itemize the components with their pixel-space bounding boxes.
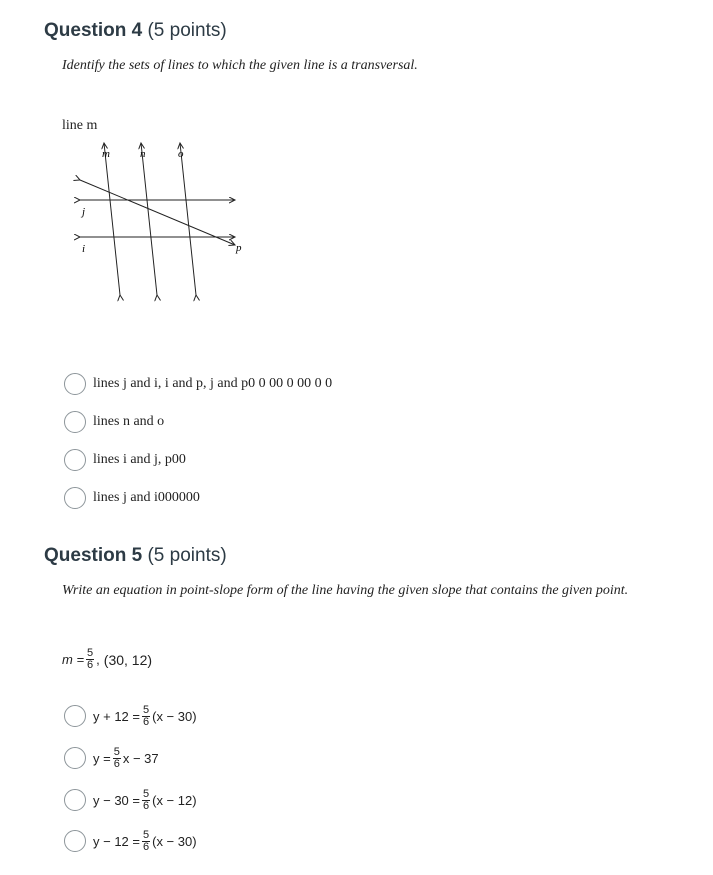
q5-option-4-num: 5 [142, 828, 150, 841]
radio-button[interactable] [64, 487, 86, 509]
question-5-points: (5 points) [147, 545, 227, 566]
question-4-prompt: Identify the sets of lines to which the given line is a transversal. [62, 58, 418, 73]
q4-option-3[interactable] [64, 448, 186, 472]
given-fraction [86, 648, 94, 671]
radio-button[interactable] [64, 449, 86, 471]
label-n: n [140, 148, 146, 160]
q5-option-4-text [93, 830, 197, 853]
q5-option-1[interactable] [64, 704, 197, 728]
line-o [180, 143, 196, 295]
line-n [141, 143, 157, 295]
label-j: j [82, 206, 86, 218]
q5-option-2[interactable] [64, 746, 159, 770]
given-point: (30, 12) [103, 651, 153, 668]
radio-button[interactable] [64, 705, 86, 727]
q5-option-2-num: 5 [113, 745, 120, 758]
q5-option-4-lhs: y − 12 = [93, 833, 140, 849]
q4-option-1-text: lines j and i, i and p, j and p0 0 00 0 00 0 0 [93, 376, 333, 391]
q5-option-3-text [93, 789, 197, 812]
q4-option-4-text: lines j and i000000 [93, 490, 200, 505]
question-4-number: Question 4 [44, 20, 143, 41]
q5-option-1-text [93, 705, 197, 728]
q5-option-3-lhs: y − 30 = [93, 792, 140, 808]
q5-option-2-den: 6 [113, 757, 120, 770]
question-5-number: Question 5 [44, 545, 143, 566]
label-o: o [178, 148, 184, 160]
label-i: i [82, 243, 86, 255]
question-4-points: (5 points) [147, 20, 227, 41]
q5-option-2-lhs: y = [93, 750, 111, 766]
q5-option-2-rhs: x − 37 [122, 750, 159, 766]
radio-button[interactable] [64, 830, 86, 852]
q5-option-4-den: 6 [142, 840, 150, 853]
q5-option-4[interactable] [64, 829, 197, 853]
line-p [80, 180, 235, 245]
given-lhs: m = [62, 652, 85, 667]
radio-button[interactable] [64, 789, 86, 811]
q5-option-1-rhs: (x − 30) [152, 708, 197, 724]
transversal-diagram [70, 135, 260, 305]
q5-option-1-num: 5 [142, 703, 150, 716]
q5-option-3[interactable] [64, 788, 197, 812]
question-4-given: line m [62, 118, 98, 133]
line-m [104, 143, 120, 295]
radio-button[interactable] [64, 373, 86, 395]
label-p: p [236, 242, 242, 254]
given-numerator: 5 [87, 647, 94, 659]
q5-option-4-rhs: (x − 30) [152, 833, 197, 849]
q4-option-4[interactable] [64, 486, 200, 510]
q4-option-2[interactable] [64, 410, 164, 434]
question-5-prompt: Write an equation in point-slope form of the line having the given slope that contains the given point. [62, 583, 629, 598]
q4-option-2-text: lines n and o [93, 414, 165, 429]
q5-option-3-den: 6 [142, 799, 150, 812]
q5-option-2-text [93, 747, 159, 770]
q4-option-3-text: lines i and j, p00 [93, 452, 186, 467]
q5-option-1-den: 6 [142, 715, 150, 728]
q4-option-1[interactable] [64, 372, 332, 396]
q5-option-3-num: 5 [142, 787, 150, 800]
given-denominator: 6 [87, 659, 94, 671]
question-5-title [44, 545, 227, 567]
radio-button[interactable] [64, 411, 86, 433]
radio-button[interactable] [64, 747, 86, 769]
label-m: m [102, 148, 110, 160]
q5-option-3-rhs: (x − 12) [152, 792, 197, 808]
q5-option-1-lhs: y + 12 = [93, 708, 140, 724]
question-5-given: m = $\frac{5}{6}$ , (30, 12) [62, 647, 153, 671]
question-4-title [44, 20, 227, 42]
